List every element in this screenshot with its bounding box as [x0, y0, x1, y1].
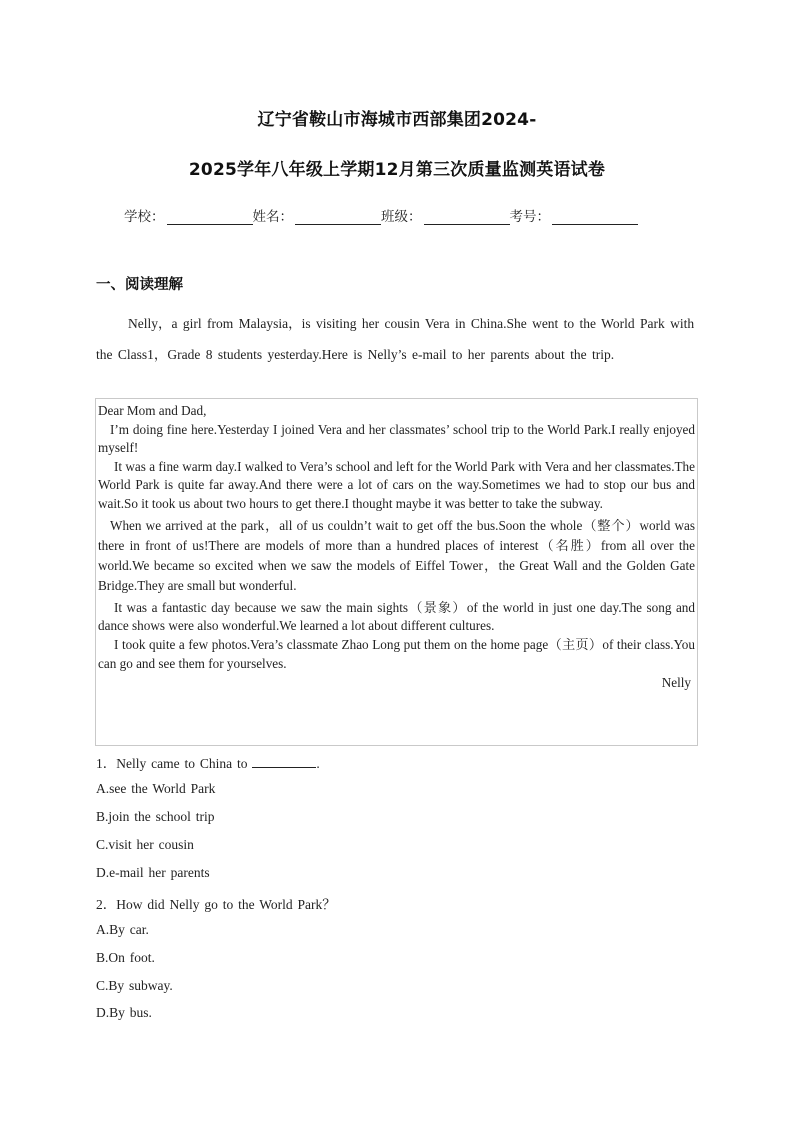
name-label: 姓名：: [252, 209, 293, 225]
section-heading: 一、阅读理解: [96, 277, 183, 293]
question-2-option-d[interactable]: D.By bus.: [96, 1005, 152, 1020]
class-blank[interactable]: [424, 210, 510, 225]
exam-number-field: [510, 205, 639, 225]
exam-title-line-2: 2025学年八年级上学期12月第三次质量监测英语试卷: [188, 160, 606, 180]
exam-title-line-1: 辽宁省鞍山市海城市西部集团2024-: [257, 110, 537, 130]
reading-intro: Nelly，a girl from Malaysia，is visiting her cousin Vera in China.She went to the World Park with the Class1，Grade 8 students yesterday.Here is Nelly’s e-mail to her parents about the trip.: [96, 316, 695, 362]
email-letter-box: [95, 398, 698, 746]
question-2-text: How did Nelly go to the World Park？: [116, 897, 336, 912]
letter-paragraph-2: It was a fine warm day.I walked to Vera’s school and left for the World Park with Vera and her classmates.The World Park is quite far away.And there were a lot of cars on the way.Sometimes we had to stop our bus and wait.So it took us about two hours to get there.I thought maybe it was better to take the subway.: [98, 458, 695, 511]
question-2-option-c[interactable]: C.By subway.: [96, 978, 173, 993]
question-1-option-a[interactable]: A.see the World Park: [96, 781, 216, 796]
exam-number-label: 考号：: [509, 209, 550, 225]
question-1-text: Nelly came to China to: [116, 756, 248, 771]
letter-paragraph-4: It was a fantastic day because we saw the main sights（景象）of the world in just one day.The song and dance shows were also wonderful.We learned a lot about different cultures.: [98, 599, 695, 634]
letter-signature: Nelly: [661, 675, 691, 691]
question-1: [96, 752, 320, 772]
question-1-option-b[interactable]: B.join the school trip: [96, 809, 215, 824]
letter-paragraph-3: When we arrived at the park，all of us couldn’t wait to get off the bus.Soon the whole（整个）world was there in front of us!There are models of more than a hundred places of interest（名胜）from all over the world.We became so excited when we saw the models of Eiffel Tower，the Great Wall and the Golden Gate Bridge.They are small but wonderful.: [98, 517, 695, 594]
question-2-option-b[interactable]: B.On foot.: [96, 950, 155, 965]
name-blank[interactable]: [295, 210, 381, 225]
question-2: [96, 893, 336, 913]
letter-paragraph-1: I’m doing fine here.Yesterday I joined Vera and her classmates’ school trip to the World Park.I really enjoyed myself!: [98, 421, 695, 456]
letter-paragraph-5: I took quite a few photos.Vera’s classmate Zhao Long put them on the home page（主页）of their class.You can go and see them for yourselves.: [98, 636, 695, 671]
question-2-option-a[interactable]: A.By car.: [96, 922, 149, 937]
school-blank[interactable]: [167, 210, 253, 225]
student-info-row: [124, 205, 684, 225]
question-2-number: 2．: [96, 897, 117, 912]
class-field: [381, 205, 510, 225]
exam-number-blank[interactable]: [552, 210, 638, 225]
class-label: 班级：: [381, 209, 422, 225]
question-1-option-d[interactable]: D.e-mail her parents: [96, 865, 210, 880]
question-1-number: 1．: [96, 756, 117, 771]
name-field: [253, 205, 382, 225]
question-1-end: .: [316, 756, 320, 771]
question-1-answer-blank[interactable]: [252, 755, 316, 768]
school-label: 学校：: [124, 209, 165, 225]
question-1-option-c[interactable]: C.visit her cousin: [96, 837, 194, 852]
letter-greeting: Dear Mom and Dad,: [98, 403, 207, 418]
school-field: [124, 205, 253, 225]
